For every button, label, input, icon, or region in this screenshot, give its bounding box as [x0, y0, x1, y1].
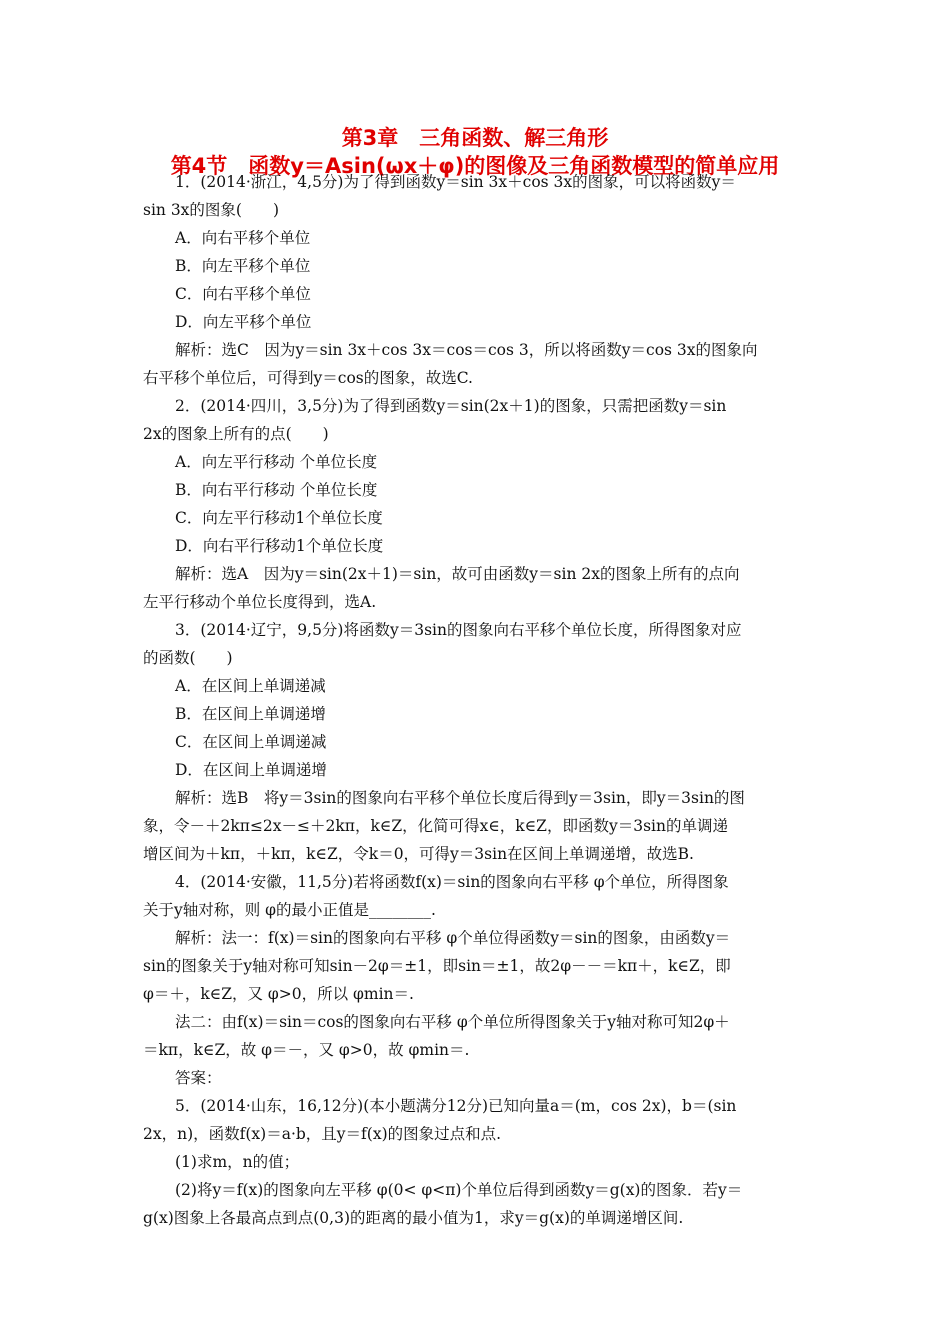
text-line: D．向右平行移动1个单位长度 — [175, 537, 384, 555]
text-line: (1)求m，n的值； — [175, 1153, 300, 1171]
text-line: B．向右平行移动 个单位长度 — [175, 481, 378, 499]
text-line: 3．(2014·辽宁，9,5分)将函数y＝3sin的图象向右平移个单位长度，所得图象对应 — [175, 621, 742, 639]
text-line: C．向右平移个单位 — [175, 285, 311, 303]
text-line: ＝kπ，k∈Z，故 φ＝－，又 φ>0，故 φmin＝. — [143, 1041, 470, 1059]
text-line: g(x)图象上各最高点到点(0,3)的距离的最小值为1，求y＝g(x)的单调递增区间. — [143, 1209, 684, 1227]
text-line: B．在区间上单调递增 — [175, 705, 326, 723]
text-line: 象，令－＋2kπ≤2x－≤＋2kπ，k∈Z，化简可得x∈，k∈Z，即函数y＝3sin的单调递 — [143, 817, 728, 835]
text-line: 关于y轴对称，则 φ的最小正值是________. — [143, 901, 436, 919]
section-title: 第4节 函数y＝Asin(ωx＋φ)的图像及三角函数模型的简单应用 — [170, 154, 780, 178]
text-line: 5．(2014·山东，16,12分)(本小题满分12分)已知向量a＝(m，cos 2x)，b＝(sin — [175, 1097, 737, 1115]
text-line: A．在区间上单调递减 — [175, 677, 326, 695]
text-line: 左平行移动个单位长度得到，选A. — [143, 593, 377, 611]
text-line: D．在区间上单调递增 — [175, 761, 327, 779]
text-line: B．向左平移个单位 — [175, 257, 311, 275]
text-line: 解析：选B 将y＝3sin的图象向右平移个单位长度后得到y＝3sin，即y＝3sin的图 — [175, 789, 745, 807]
text-line: 法二：由f(x)＝sin＝cos的图象向右平移 φ个单位所得图象关于y轴对称可知2φ＋ — [175, 1013, 730, 1031]
text-line: A．向右平移个单位 — [175, 229, 311, 247]
chapter-title: 第3章 三角函数、解三角形 — [341, 126, 609, 150]
text-line: 2．(2014·四川，3,5分)为了得到函数y＝sin(2x＋1)的图象，只需把函数y＝sin — [175, 397, 727, 415]
text-line: 答案： — [175, 1069, 222, 1087]
text-line: (2)将y＝f(x)的图象向左平移 φ(0< φ<π)个单位后得到函数y＝g(x)的图象．若y＝ — [175, 1181, 743, 1199]
text-line: 解析：法一：f(x)＝sin的图象向右平移 φ个单位得函数y＝sin的图象，由函数y＝ — [175, 929, 731, 947]
text-line: 1．(2014·浙江，4,5分)为了得到函数y＝sin 3x＋cos 3x的图象，可以将函数y＝ — [175, 173, 736, 191]
text-line: 解析：选C 因为y＝sin 3x＋cos 3x＝cos＝cos 3，所以将函数y＝cos 3x的图象向 — [175, 341, 758, 359]
text-line: 2x的图象上所有的点( ) — [143, 425, 329, 443]
text-line: sin的图象关于y轴对称可知sin－2φ＝±1，即sin＝±1，故2φ－－＝kπ＋，k∈Z，即 — [143, 957, 731, 975]
text-line: D．向左平移个单位 — [175, 313, 312, 331]
text-line: 解析：选A 因为y＝sin(2x＋1)＝sin，故可由函数y＝sin 2x的图象上所有的点向 — [175, 565, 740, 583]
text-line: 的函数( ) — [143, 649, 233, 667]
text-line: 4．(2014·安徽，11,5分)若将函数f(x)＝sin的图象向右平移 φ个单位，所得图象 — [175, 873, 729, 891]
text-line: sin 3x的图象( ) — [143, 201, 280, 219]
text-line: 右平移个单位后，可得到y＝cos的图象，故选C. — [143, 369, 473, 387]
text-line: 2x，n)，函数f(x)＝a·b，且y＝f(x)的图象过点和点. — [143, 1125, 502, 1143]
document-body — [143, 168, 809, 1232]
text-line: C．向左平行移动1个单位长度 — [175, 509, 383, 527]
text-line: C．在区间上单调递减 — [175, 733, 327, 751]
text-line: 增区间为＋kπ，＋kπ，k∈Z，令k＝0，可得y＝3sin在区间上单调递增，故选B. — [143, 845, 694, 863]
text-line: A．向左平行移动 个单位长度 — [175, 453, 378, 471]
text-line: φ＝＋，k∈Z，又 φ>0，所以 φmin＝. — [143, 985, 414, 1003]
